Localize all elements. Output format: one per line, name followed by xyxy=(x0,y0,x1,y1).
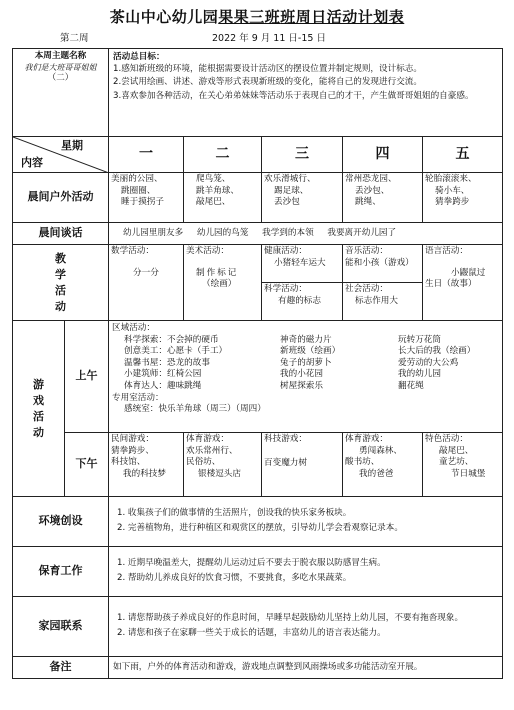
games-pm-row xyxy=(13,433,503,497)
teach-char: 动 xyxy=(55,299,66,313)
goal-item: 2.尝试用绘画、讲述、游戏等形式表现新班级的变化，能将自己的发现进行交流。 xyxy=(113,77,422,88)
talk-topic: 我学到的本领 xyxy=(262,227,314,238)
teach-row-a xyxy=(13,245,503,283)
teach-text: 分一分 xyxy=(133,267,159,278)
env-label: 环境创设 xyxy=(13,497,109,547)
content-label: 内容 xyxy=(21,156,43,169)
pm-text: 猜拳跨步、 xyxy=(111,445,154,456)
area-row xyxy=(112,346,499,358)
area-row xyxy=(112,335,499,347)
teach-wednesday-b xyxy=(262,283,343,321)
env-item: 1. 收集孩子们的做事情的生活照片，创设我的快乐家务板块。 xyxy=(117,508,352,519)
talk-row xyxy=(13,223,503,245)
care-content xyxy=(109,547,503,597)
activity-text: 跳绳、 xyxy=(355,197,381,208)
activity-text: 美丽的公园、 xyxy=(111,174,163,184)
title-school: 茶山中心幼儿园 xyxy=(109,8,219,26)
talk-topics xyxy=(109,223,503,245)
teach-text: 小鼹鼠过 xyxy=(451,267,486,278)
pm-text: 科技游戏： xyxy=(264,434,307,444)
theme-part: （二） xyxy=(47,73,74,84)
special-item: 感统室：快乐羊角球（周三）（周四） xyxy=(124,404,266,415)
teach-char: 教 xyxy=(55,251,66,265)
teach-text: （绘画） xyxy=(202,279,237,290)
activity-text: 欢乐滑城行、 xyxy=(264,174,316,184)
activity-text: 骑小车、 xyxy=(435,185,470,196)
teach-text: 科学活动： xyxy=(264,284,307,294)
pm-text: 百变魔力树 xyxy=(264,457,307,468)
pm-text: 节日城堡 xyxy=(451,468,486,479)
activity-text: 踢足球、 xyxy=(274,185,309,196)
games-label xyxy=(13,321,65,497)
teach-thursday-a xyxy=(343,245,423,283)
home-row xyxy=(13,597,503,657)
activity-text: 常州恐龙园、 xyxy=(345,174,397,184)
day-label: 星期 xyxy=(61,139,83,152)
goals-cell xyxy=(109,49,503,137)
activity-text: 丢沙包、 xyxy=(355,185,390,196)
env-item: 2. 完善植物角，进行种植区和观赏区的摆放，引导幼儿学会看观察记录本。 xyxy=(117,523,403,533)
theme-cell xyxy=(13,49,109,137)
pm-text: 勇闯森林、 xyxy=(359,445,402,456)
activity-text: 爬鸟笼、 xyxy=(196,174,231,184)
games-char: 活 xyxy=(33,409,44,423)
teach-char: 活 xyxy=(55,283,66,297)
care-item: 1. 近期早晚温差大，提醒幼儿运动过后不要去于脱衣服以防感冒生病。 xyxy=(117,558,386,569)
care-row xyxy=(13,547,503,597)
day-thursday: 四 xyxy=(343,137,423,173)
activity-text: 敲尾巴、 xyxy=(196,197,231,208)
games-pm-friday xyxy=(423,433,503,497)
pm-text: 民间游戏： xyxy=(111,434,154,444)
teach-text: 语言活动： xyxy=(425,246,468,256)
teach-text: 数学活动： xyxy=(111,246,154,256)
pm-text: 童艺坊、 xyxy=(439,457,474,468)
games-pm-label: 下午 xyxy=(65,433,109,497)
games-am-row xyxy=(13,321,503,433)
date-range: 2022 年 9 月 11 日-15 日 xyxy=(212,33,326,44)
area-item: 新班级（绘画） xyxy=(280,346,341,357)
teach-tuesday xyxy=(184,245,262,321)
teach-text: 健康活动： xyxy=(264,246,307,256)
pm-text: 我的科技梦 xyxy=(123,468,166,479)
games-char: 戏 xyxy=(33,393,44,407)
area-item: 我的小花园 xyxy=(280,369,323,380)
area-item: 温馨书屋：恐龙的故事 xyxy=(124,357,210,368)
page-title xyxy=(12,4,502,30)
teach-label xyxy=(13,245,109,321)
pm-text: 敲尾巴、 xyxy=(439,445,474,456)
area-item: 小建筑师：红椅公园 xyxy=(124,369,202,380)
day-tuesday: 二 xyxy=(184,137,262,173)
area-item: 玩转万花筒 xyxy=(398,334,441,345)
note-label: 备注 xyxy=(13,657,109,679)
day-content-header xyxy=(13,137,109,173)
games-am-label: 上午 xyxy=(65,321,109,433)
outdoor-monday xyxy=(109,173,184,223)
teach-text: 制作标记 xyxy=(196,267,239,278)
area-item: 长大后的我（绘画） xyxy=(398,346,476,357)
teach-text: 有趣的标志 xyxy=(278,295,321,306)
goal-item: 1.感知新班级的环境，能根据需要设计活动区的摆设位置并制定规则，设计标志。 xyxy=(113,63,422,74)
teach-text: 美术活动： xyxy=(186,246,229,256)
area-item: 神奇的磁力片 xyxy=(280,334,332,345)
talk-topic: 我要离开幼儿园了 xyxy=(327,227,397,238)
home-item: 1. 请您帮助孩子养成良好的作息时间，早睡早起鼓励幼儿坚持上幼儿园，不要有拖沓现象。 xyxy=(117,613,464,624)
teach-text: 小猪轻车运大 xyxy=(274,257,326,268)
day-header-row xyxy=(13,137,503,173)
pm-text: 体育游戏： xyxy=(186,434,229,444)
theme-label: 本周主题名称 xyxy=(34,51,87,61)
talk-topic: 幼儿园里朋友多 xyxy=(123,227,184,238)
plan-table xyxy=(12,48,503,679)
teach-thursday-b xyxy=(343,283,423,321)
area-item: 树屋探索乐 xyxy=(280,380,323,391)
outdoor-tuesday xyxy=(184,173,262,223)
activity-text: 睡于摸拐子 xyxy=(121,197,164,208)
games-am-content xyxy=(109,321,503,433)
home-item: 2. 请您和孩子在家聊一些关于成长的话题，丰富幼儿的语言表达能力。 xyxy=(117,628,386,638)
games-pm-thursday xyxy=(343,433,423,497)
pm-text: 特色活动： xyxy=(425,434,468,444)
teach-friday xyxy=(423,245,503,321)
teach-wednesday-a xyxy=(262,245,343,283)
env-row xyxy=(13,497,503,547)
area-row xyxy=(112,358,499,370)
subheader xyxy=(12,30,502,48)
teach-text: 社会活动： xyxy=(345,284,388,294)
teach-text: 标志作用大 xyxy=(355,295,398,306)
outdoor-friday xyxy=(423,173,503,223)
area-row xyxy=(112,381,499,393)
special-title: 专用室活动： xyxy=(112,392,164,403)
theme-name: 我们是大班哥哥姐姐 xyxy=(24,62,97,72)
outdoor-wednesday xyxy=(262,173,343,223)
care-item: 2. 帮助幼儿养成良好的饮食习惯，不要挑食，多吃水果蔬菜。 xyxy=(117,573,352,583)
pm-text: 我的爸爸 xyxy=(359,468,394,479)
outdoor-row xyxy=(13,173,503,223)
pm-text: 酸书坊、 xyxy=(345,457,380,468)
area-item: 创意美工：心愿卡（手工） xyxy=(124,346,228,357)
activity-text: 跳羊角球、 xyxy=(196,185,239,196)
home-content xyxy=(109,597,503,657)
teach-monday xyxy=(109,245,184,321)
area-item: 兔子的胡萝卜 xyxy=(280,357,332,368)
note-row xyxy=(13,657,503,679)
area-item: 爱劳动的大公鸡 xyxy=(398,357,459,368)
area-item: 体育达人：趣味跳绳 xyxy=(124,380,202,391)
outdoor-thursday xyxy=(343,173,423,223)
activity-text: 丢沙包 xyxy=(274,197,300,208)
talk-topic: 幼儿园的鸟笼 xyxy=(196,227,249,238)
teach-text: 音乐活动： xyxy=(345,246,388,256)
home-label: 家园联系 xyxy=(13,597,109,657)
area-item: 科学探索：不会掉的硬币 xyxy=(124,334,219,345)
day-wednesday: 三 xyxy=(262,137,343,173)
care-label: 保育工作 xyxy=(13,547,109,597)
activity-text: 猜拳跨步 xyxy=(435,197,470,208)
games-char: 动 xyxy=(33,425,44,439)
outdoor-label: 晨间户外活动 xyxy=(13,173,109,223)
area-item: 翻花绳 xyxy=(398,380,424,391)
pm-text: 银楼逗头店 xyxy=(198,468,241,479)
activity-text: 跳圈圈、 xyxy=(121,185,156,196)
games-pm-tuesday xyxy=(184,433,262,497)
goals-label: 活动总目标： xyxy=(113,52,165,62)
teach-char: 学 xyxy=(55,267,66,281)
pm-text: 民俗坊、 xyxy=(186,457,221,468)
title-class: 果果三班 xyxy=(218,8,281,26)
teach-text: 生日（故事） xyxy=(425,279,477,290)
games-pm-wednesday xyxy=(262,433,343,497)
env-content xyxy=(109,497,503,547)
games-pm-monday xyxy=(109,433,184,497)
theme-row xyxy=(13,49,503,137)
week-label: 第二周 xyxy=(60,33,89,44)
pm-text: 体育游戏： xyxy=(345,434,388,444)
day-friday: 五 xyxy=(423,137,503,173)
talk-label: 晨间谈话 xyxy=(13,223,109,245)
goal-item: 3.喜欢参加各种活动，在关心弟弟妹妹等活动乐于表现自己的才干，产生做哥哥姐姐的自豪感。 xyxy=(113,90,474,101)
area-row xyxy=(112,369,499,381)
teach-text: 能和小孩（游戏） xyxy=(345,257,414,268)
activity-text: 轮胎滚滚来、 xyxy=(425,174,477,184)
games-char: 游 xyxy=(33,377,44,391)
day-monday: 一 xyxy=(109,137,184,173)
note-text: 如下雨，户外的体育活动和游戏，游戏地点调整到风雨操场或多功能活动室开展。 xyxy=(109,657,503,679)
pm-text: 欢乐常州行、 xyxy=(186,445,238,456)
title-suffix: 班周日活动计划表 xyxy=(280,8,405,26)
pm-text: 科技馆、 xyxy=(111,457,146,468)
area-title: 区域活动： xyxy=(112,323,155,333)
area-item: 我的幼儿园 xyxy=(398,369,441,380)
